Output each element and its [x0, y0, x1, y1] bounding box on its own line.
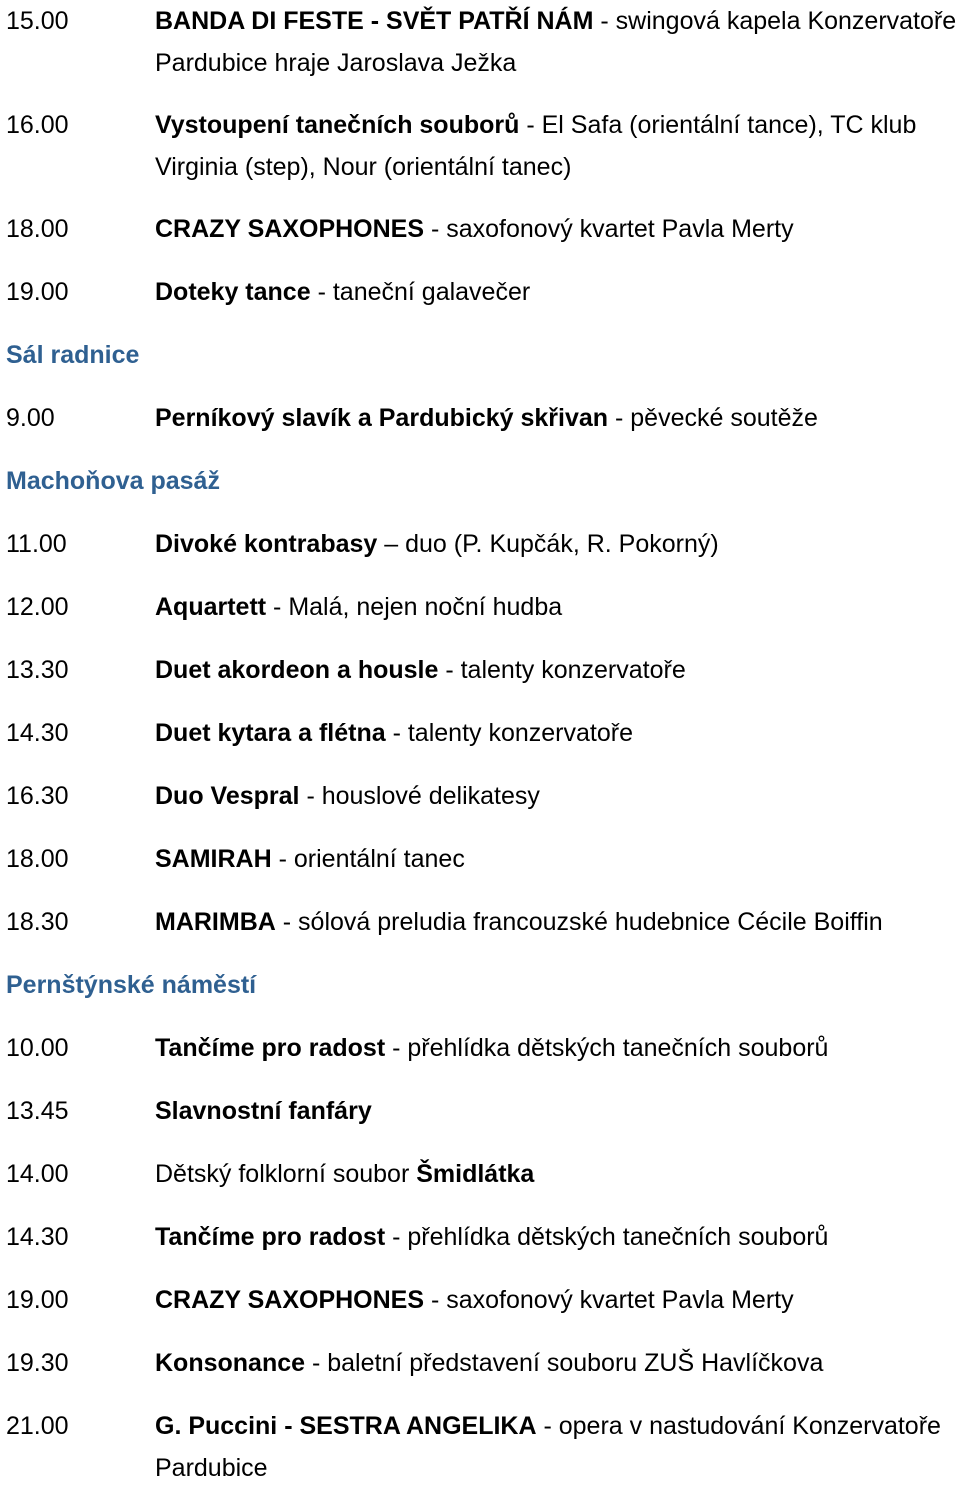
entry-time: 13.45: [6, 1097, 69, 1125]
program-entry: [6, 1153, 960, 1195]
entry-detail: - přehlídka dětských tanečních souborů: [385, 1223, 829, 1251]
entry-detail: - taneční galavečer: [310, 278, 531, 306]
entry-detail: - houslové delikatesy: [299, 782, 540, 810]
entry-description: [155, 1153, 960, 1195]
entry-detail: - El Safa (orientální tance), TC klub Virginia (step), Nour (orientální tanec): [155, 111, 917, 181]
entry-detail: - sólová preludia francouzské hudebnice Cécile Boiffin: [275, 908, 883, 936]
entry-description: [155, 838, 960, 880]
entry-time: 13.30: [6, 656, 69, 684]
program-entry: [6, 712, 960, 754]
entry-lead: Dětský folklorní soubor: [155, 1160, 417, 1188]
entry-description: [155, 775, 960, 817]
program-entry: [6, 104, 960, 188]
entry-detail: - baletní představení souboru ZUŠ Havlíčkova: [305, 1349, 824, 1377]
entry-title: Duet kytara a flétna: [155, 719, 386, 747]
entry-description: [155, 901, 960, 943]
entry-title: Tančíme pro radost: [155, 1034, 386, 1062]
entry-time: 18.30: [6, 908, 69, 936]
entry-title: Šmidlátka: [416, 1160, 535, 1188]
entry-title: Duo Vespral: [155, 782, 300, 810]
entry-title: MARIMBA: [155, 908, 276, 936]
entry-description: [155, 208, 960, 250]
entry-time: 14.30: [6, 1223, 69, 1251]
entry-detail: - přehlídka dětských tanečních souborů: [385, 1034, 829, 1062]
entry-time: 15.00: [6, 7, 69, 35]
entry-time: 19.00: [6, 278, 69, 306]
entry-description: [155, 1090, 960, 1132]
entry-time: 19.30: [6, 1349, 69, 1377]
entry-time: 9.00: [6, 404, 55, 432]
program-entry: [6, 775, 960, 817]
entry-time: 10.00: [6, 1034, 69, 1062]
venue-heading: Sál radnice: [6, 341, 140, 369]
entry-time: 14.30: [6, 719, 69, 747]
program-entry: [6, 397, 960, 439]
entry-time: 12.00: [6, 593, 69, 621]
entry-time: 18.00: [6, 845, 69, 873]
entry-title: CRAZY SAXOPHONES: [155, 1286, 425, 1314]
program-entry: [6, 0, 960, 84]
entry-time: 16.30: [6, 782, 69, 810]
program-entry: [6, 586, 960, 628]
entry-detail: - talenty konzervatoře: [385, 719, 633, 747]
entry-detail: - saxofonový kvartet Pavla Merty: [424, 215, 794, 243]
entry-detail: - saxofonový kvartet Pavla Merty: [424, 1286, 794, 1314]
entry-title: Tančíme pro radost: [155, 1223, 386, 1251]
entry-description: [155, 397, 960, 439]
program-entry: [6, 901, 960, 943]
entry-time: 16.00: [6, 111, 69, 139]
entry-description: [155, 1405, 960, 1489]
entry-detail: - orientální tanec: [271, 845, 465, 873]
entry-detail: - swingová kapela Konzervatoře Pardubice hraje Jaroslava Ježka: [155, 7, 957, 77]
entry-title: Aquartett: [155, 593, 267, 621]
program-entry: [6, 271, 960, 313]
entry-title: Vystoupení tanečních souborů: [155, 111, 520, 139]
program-entry: [6, 1405, 960, 1489]
entry-time: 11.00: [6, 530, 67, 558]
program-entry: [6, 1279, 960, 1321]
entry-description: [155, 649, 960, 691]
program-entry: [6, 1342, 960, 1384]
entry-description: [155, 1027, 960, 1069]
entry-time: 14.00: [6, 1160, 69, 1188]
entry-description: [155, 712, 960, 754]
entry-description: [155, 104, 960, 188]
entry-title: Doteky tance: [155, 278, 311, 306]
entry-title: SAMIRAH: [155, 845, 272, 873]
entry-detail: - pěvecké soutěže: [608, 404, 818, 432]
program-entry: [6, 523, 960, 565]
entry-title: Slavnostní fanfáry: [155, 1097, 372, 1125]
entry-time: 18.00: [6, 215, 69, 243]
entry-detail: - Malá, nejen noční hudba: [266, 593, 563, 621]
entry-title: Perníkový slavík a Pardubický skřivan: [155, 404, 609, 432]
entry-description: [155, 0, 960, 84]
entry-title: Duet akordeon a housle: [155, 656, 439, 684]
entry-title: CRAZY SAXOPHONES: [155, 215, 425, 243]
program-entry: [6, 649, 960, 691]
program-entry: [6, 1216, 960, 1258]
venue-heading: Pernštýnské náměstí: [6, 971, 257, 999]
entry-detail: – duo (P. Kupčák, R. Pokorný): [377, 530, 719, 558]
entry-description: [155, 1342, 960, 1384]
entry-description: [155, 1216, 960, 1258]
entry-description: [155, 586, 960, 628]
entry-title: Konsonance: [155, 1349, 306, 1377]
entry-time: 19.00: [6, 1286, 69, 1314]
program-entry: [6, 208, 960, 250]
entry-description: [155, 271, 960, 313]
program-entry: [6, 1090, 960, 1132]
entry-time: 21.00: [6, 1412, 69, 1440]
entry-detail: - opera v nastudování Konzervatoře Pardubice: [155, 1412, 941, 1482]
entry-description: [155, 1279, 960, 1321]
program-entry: [6, 1027, 960, 1069]
entry-title: G. Puccini - SESTRA ANGELIKA: [155, 1412, 537, 1440]
venue-heading: Machoňova pasáž: [6, 467, 220, 495]
entry-title: BANDA DI FESTE - SVĚT PATŘÍ NÁM: [155, 7, 594, 35]
entry-detail: - talenty konzervatoře: [438, 656, 686, 684]
program-entry: [6, 838, 960, 880]
entry-title: Divoké kontrabasy: [155, 530, 378, 558]
entry-description: [155, 523, 960, 565]
